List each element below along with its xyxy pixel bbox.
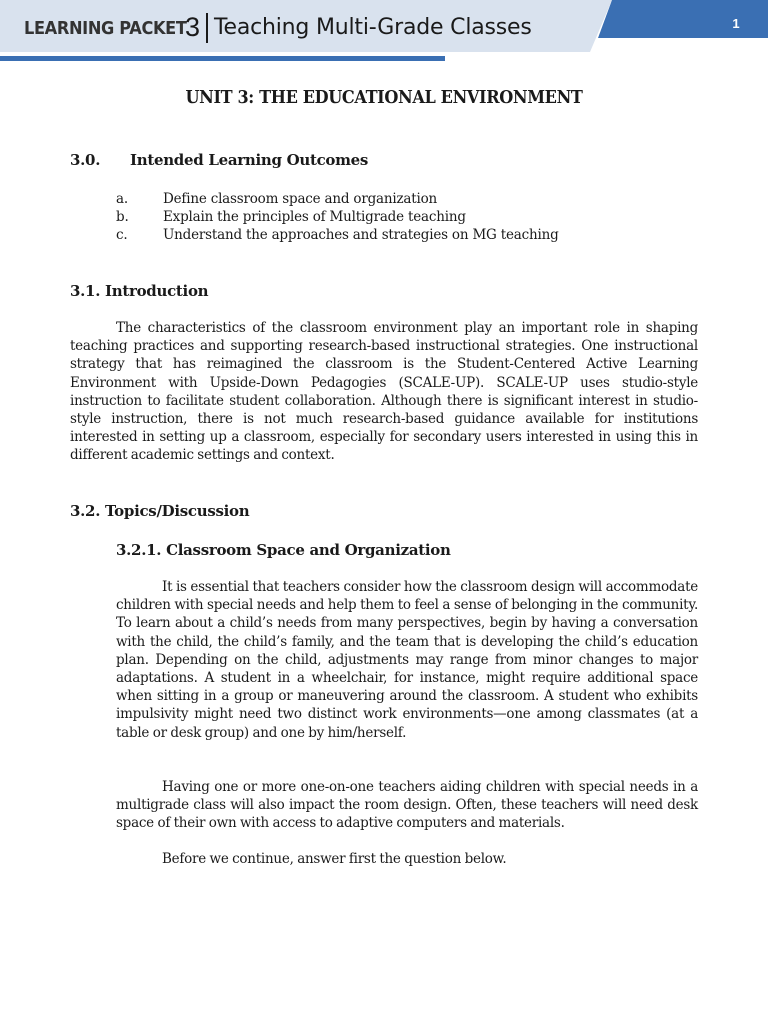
topic-paragraph: It is essential that teachers consider how the classroom design will accommodate children with special needs and help them to feel a sense of belonging in the community. To learn about a child’s needs from many perspectives, begin by having a conversation with the child, the child’s family, and the team that is developing the child’s education plan. Depending on the child, adjustments may range from minor changes to major adaptations. A student in a wheelchair, for instance, might require additional space when sitting in a group or maneuvering around the classroom. A student who exhibits impulsivity might need two distinct work environments—one among classmates (at a table or desk group) and one by him/herself. bbox=[116, 579, 698, 741]
outcome-text: Explain the principles of Multigrade teaching bbox=[163, 209, 466, 225]
packet-number: 3 bbox=[185, 12, 201, 42]
topic-paragraph: Having one or more one-on-one teachers aiding children with special needs in a multigrade class will also impact the room design. Often, these teachers will need desk space of their own with access to adaptive computers and materials. bbox=[116, 779, 698, 832]
topic-paragraph: Before we continue, answer first the question below. bbox=[162, 851, 507, 867]
unit-title: UNIT 3: THE EDUCATIONAL ENVIRONMENT bbox=[185, 88, 583, 108]
outcome-letter: c. bbox=[116, 227, 128, 243]
page-number: 1 bbox=[732, 16, 740, 31]
outcomes-number: 3.0. bbox=[70, 151, 101, 169]
intro-paragraph: The characteristics of the classroom environment play an important role in shaping teaching practices and supporting research-based instructional strategies. One instructional strategy that has reimagined the classroom is the Student-Centered Active Learning Environment with Upside-Down Pedagogies (SCALE-UP). SCALE-UP uses studio-style instruction to facilitate student collaboration. Although there is significant interest in studio-style instruction, there is not much research-based guidance available for institutions interested in setting up a classroom, especially for secondary users interested in using this in different academic settings and context. bbox=[70, 320, 698, 464]
intro-heading: 3.1. Introduction bbox=[70, 282, 209, 300]
course-title: Teaching Multi-Grade Classes bbox=[214, 15, 532, 40]
outcome-item bbox=[116, 209, 466, 225]
outcome-item bbox=[116, 191, 437, 207]
topics-heading: 3.2. Topics/Discussion bbox=[70, 502, 250, 520]
outcome-text: Understand the approaches and strategies on MG teaching bbox=[163, 227, 559, 243]
outcome-letter: b. bbox=[116, 209, 129, 225]
outcome-item bbox=[116, 227, 559, 243]
outcomes-title: Intended Learning Outcomes bbox=[130, 151, 369, 169]
packet-label: LEARNING PACKET bbox=[24, 18, 187, 39]
outcome-letter: a. bbox=[116, 191, 128, 207]
outcomes-heading bbox=[70, 151, 368, 169]
outcome-text: Define classroom space and organization bbox=[163, 191, 438, 207]
header-rule bbox=[0, 56, 445, 61]
page-header bbox=[0, 0, 768, 52]
topic-subheading: 3.2.1. Classroom Space and Organization bbox=[116, 541, 451, 559]
header-divider bbox=[206, 13, 208, 43]
